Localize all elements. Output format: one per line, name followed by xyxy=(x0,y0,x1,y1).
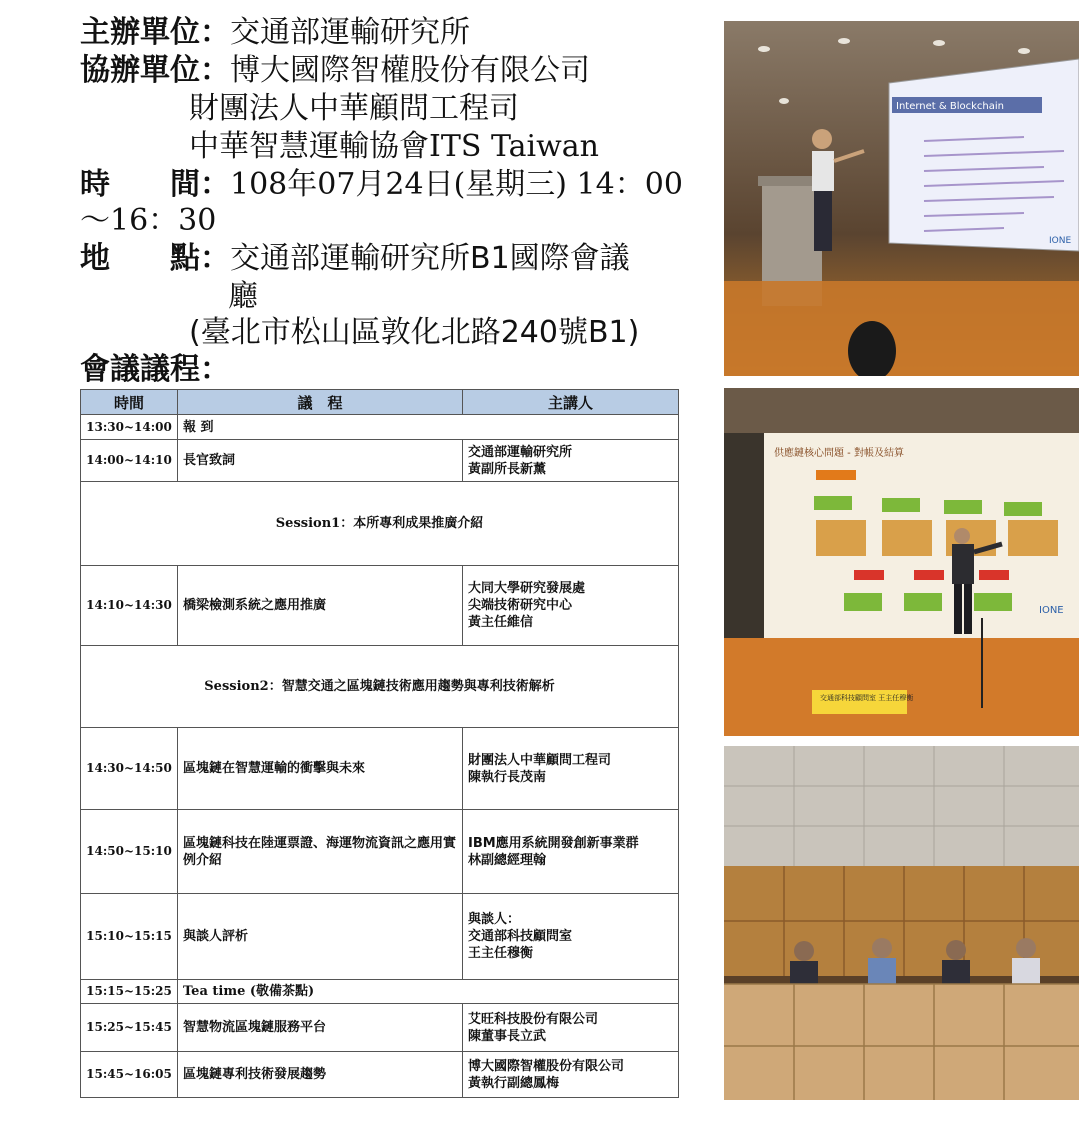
agenda-title: 會議議程： xyxy=(80,352,230,387)
row-speaker: 與談人： 交通部科技顧問室 王主任穆衡 xyxy=(463,894,679,980)
table-row xyxy=(81,980,679,1004)
header-speaker: 主講人 xyxy=(463,390,679,415)
table-row xyxy=(81,894,679,980)
photo-panel-discussion-image xyxy=(724,746,1079,1100)
row-speaker: 博大國際智權股份有限公司 黃執行副總鳳梅 xyxy=(463,1052,679,1098)
row-topic: 報 到 xyxy=(178,415,679,440)
row-topic: 區塊鏈在智慧運輸的衝擊與未來 xyxy=(178,728,463,810)
row-time: 15:15~15:25 xyxy=(81,980,178,1004)
row-speaker: 財團法人中華顧問工程司 陳執行長茂南 xyxy=(463,728,679,810)
row-speaker: 交通部運輸研究所 黃副所長新薰 xyxy=(463,440,679,482)
session-row xyxy=(81,482,679,566)
agenda-header-row xyxy=(81,390,679,415)
organizer-value: 交通部運輸研究所 xyxy=(230,15,470,50)
time-value: 108年07月24日(星期三) 14：00 xyxy=(230,167,683,202)
place-value-cont: 廳 xyxy=(228,279,258,314)
time-label: 時 間 xyxy=(80,167,200,202)
page-cutoff xyxy=(0,1100,700,1136)
co-organizer-label: 協辦單位 xyxy=(80,53,200,88)
header-time: 時間 xyxy=(81,390,178,415)
row-topic: 智慧物流區塊鏈服務平台 xyxy=(178,1004,463,1052)
row-topic: 長官致詞 xyxy=(178,440,463,482)
table-row xyxy=(81,566,679,646)
row-topic: 區塊鏈科技在陸運票證、海運物流資訊之應用實例介紹 xyxy=(178,810,463,894)
session-title: Session2：智慧交通之區塊鏈技術應用趨勢與專利技術解析 xyxy=(81,646,679,728)
slide-title: 供應鏈核心問題 - 對帳及結算 xyxy=(774,448,904,459)
colon: ： xyxy=(200,167,230,202)
row-time: 14:30~14:50 xyxy=(81,728,178,810)
table-row xyxy=(81,810,679,894)
place-address: (臺北市松山區敦化北路240號B1) xyxy=(189,315,640,350)
agenda-table xyxy=(80,389,679,1098)
slide-title: Internet & Blockchain xyxy=(896,101,1004,112)
row-topic: 橋梁檢測系統之應用推廣 xyxy=(178,566,463,646)
row-time: 15:10~15:15 xyxy=(81,894,178,980)
row-topic: 區塊鏈專利技術發展趨勢 xyxy=(178,1052,463,1098)
session-title: Session1：本所專利成果推廣介紹 xyxy=(81,482,679,566)
table-row xyxy=(81,415,679,440)
slide-logo: IONE xyxy=(1039,605,1064,616)
row-speaker: 艾旺科技股份有限公司 陳董事長立武 xyxy=(463,1004,679,1052)
organizer-line xyxy=(80,16,470,50)
co-organizer-2: 財團法人中華顧問工程司 xyxy=(189,91,519,126)
photo-speaker-podium xyxy=(724,21,1079,376)
colon: ： xyxy=(200,53,230,88)
row-speaker: 大同大學研究發展處 尖端技術研究中心 黃主任維信 xyxy=(463,566,679,646)
row-time: 15:45~16:05 xyxy=(81,1052,178,1098)
organizer-label: 主辦單位 xyxy=(80,15,200,50)
table-row xyxy=(81,1052,679,1098)
time-value-cont: ～16：30 xyxy=(80,203,217,238)
place-value: 交通部運輸研究所B1國際會議 xyxy=(230,241,630,276)
time-line xyxy=(80,168,683,202)
place-line xyxy=(80,242,630,276)
photo-speaker-podium-image xyxy=(724,21,1079,376)
photo-panel-discussion xyxy=(724,746,1079,1100)
co-organizer-1: 博大國際智權股份有限公司 xyxy=(230,53,590,88)
photo-presentation-slide-image xyxy=(724,388,1079,736)
row-topic: 與談人評析 xyxy=(178,894,463,980)
row-time: 15:25~15:45 xyxy=(81,1004,178,1052)
row-topic: Tea time (敬備茶點) xyxy=(178,980,679,1004)
header-topic: 議 程 xyxy=(178,390,463,415)
colon: ： xyxy=(200,15,230,50)
colon: ： xyxy=(200,241,230,276)
session-row xyxy=(81,646,679,728)
slide-logo: IONE xyxy=(1049,236,1072,246)
row-time: 13:30~14:00 xyxy=(81,415,178,440)
name-card-1: 交通部科技顧問室 王主任穆衡 xyxy=(820,694,914,702)
row-speaker: IBM應用系統開發創新事業群 林副總經理翰 xyxy=(463,810,679,894)
photo-presentation-slide xyxy=(724,388,1079,736)
row-time: 14:10~14:30 xyxy=(81,566,178,646)
co-organizer-line xyxy=(80,54,590,88)
row-time: 14:50~15:10 xyxy=(81,810,178,894)
table-row xyxy=(81,728,679,810)
row-time: 14:00~14:10 xyxy=(81,440,178,482)
table-row xyxy=(81,1004,679,1052)
table-row xyxy=(81,440,679,482)
place-label: 地 點 xyxy=(80,241,200,276)
co-organizer-3: 中華智慧運輸協會ITS Taiwan xyxy=(189,129,599,164)
